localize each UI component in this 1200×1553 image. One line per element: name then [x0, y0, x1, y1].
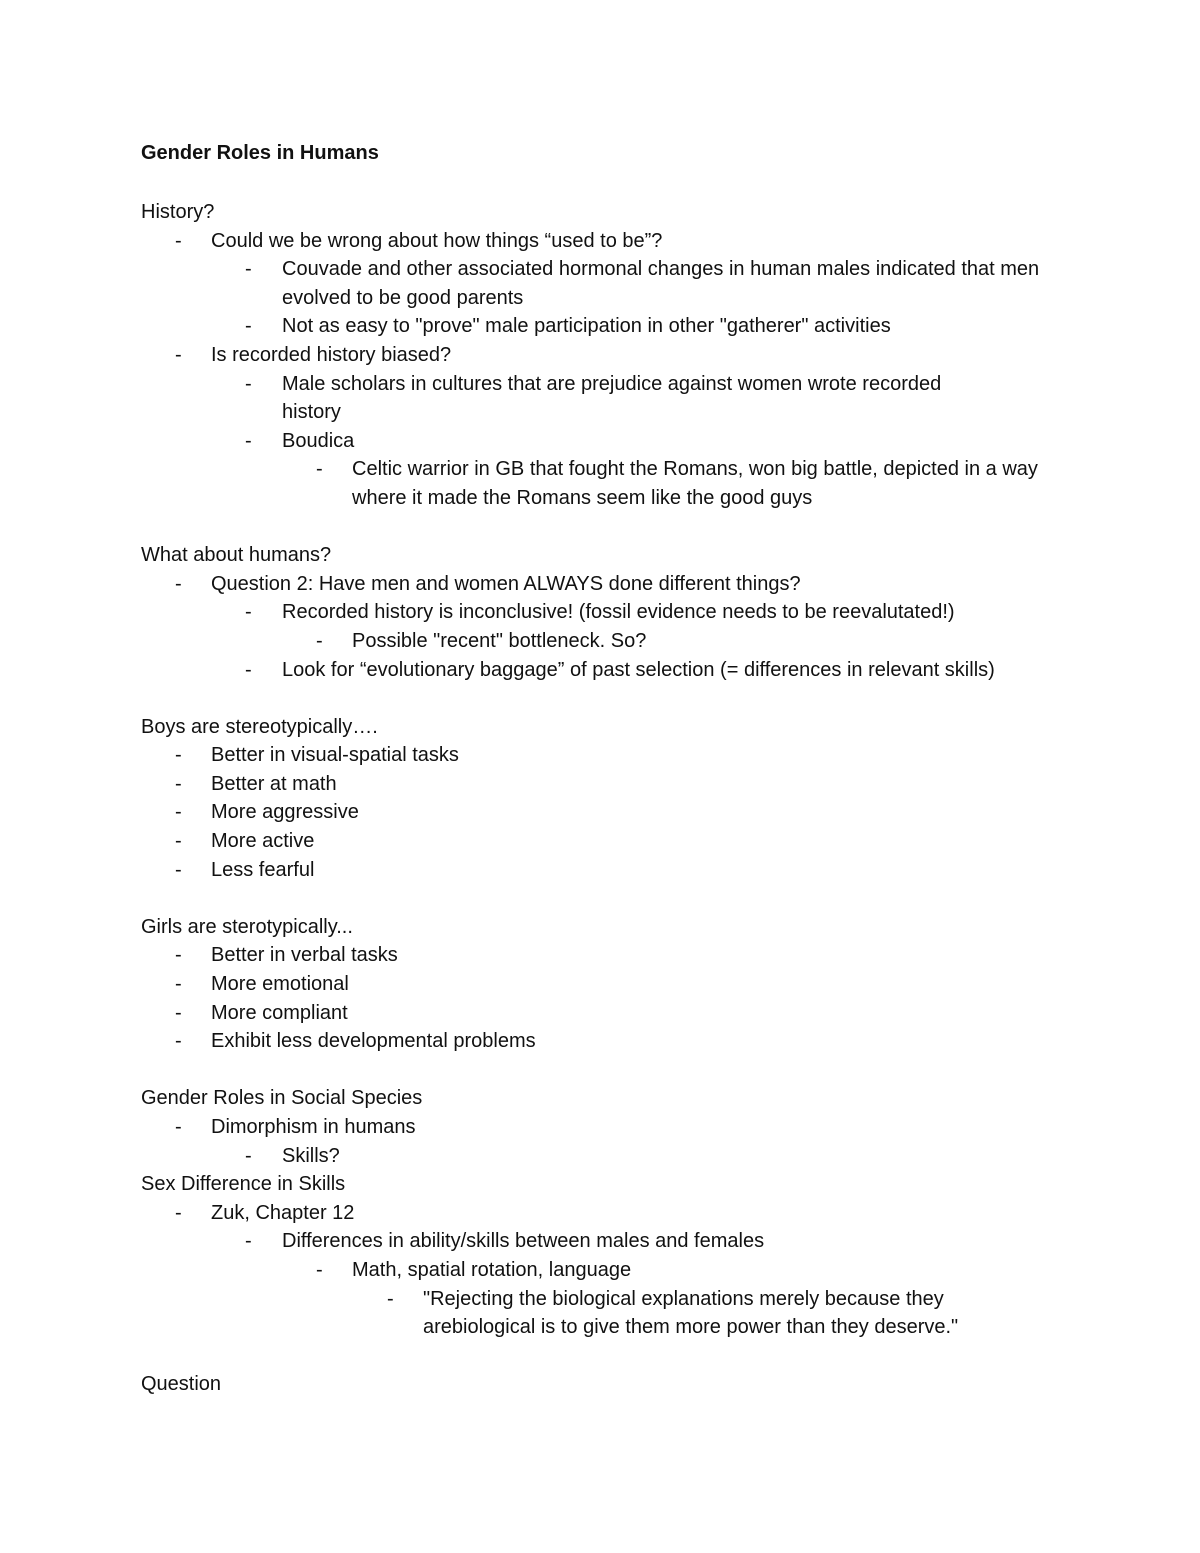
section-heading-social: Gender Roles in Social Species — [141, 1087, 423, 1110]
list-item-text: Skills? — [282, 1144, 340, 1167]
list-item — [141, 1199, 1071, 1228]
document-page — [141, 138, 1071, 1399]
bullet-dash: - — [316, 458, 323, 481]
bullet-dash: - — [175, 1030, 182, 1053]
list-item — [141, 1285, 1071, 1342]
spacer — [141, 513, 1071, 542]
bullet-dash: - — [245, 372, 252, 395]
section-heading-girls: Girls are sterotypically... — [141, 915, 353, 938]
bullet-dash: - — [245, 315, 252, 338]
document-title: Gender Roles in Humans — [141, 142, 379, 164]
spacer — [141, 1342, 1071, 1371]
bullet-dash: - — [175, 858, 182, 881]
list-item-text: Look for “evolutionary baggage” of past selection (= differences in relevant skills) — [282, 658, 995, 681]
list-item — [141, 427, 1071, 456]
bullet-dash: - — [245, 258, 252, 281]
list-item-text: More aggressive — [211, 801, 359, 824]
list-item — [141, 941, 1071, 970]
list-item — [141, 455, 1071, 512]
list-item — [141, 656, 1071, 685]
list-item-text: Recorded history is inconclusive! (fossil evidence needs to be reevalutated!) — [282, 601, 955, 624]
list-item-text: Is recorded history biased? — [211, 343, 452, 366]
spacer — [141, 884, 1071, 913]
bullet-dash: - — [175, 343, 182, 366]
bullet-dash: - — [387, 1287, 394, 1310]
list-item-text: Boudica — [282, 429, 355, 452]
bullet-dash: - — [175, 1116, 182, 1138]
list-item — [141, 627, 1071, 656]
list-item — [141, 970, 1071, 999]
section-heading-boys: Boys are stereotypically…. — [141, 715, 378, 738]
list-item-text: Question 2: Have men and women ALWAYS done different things? — [211, 572, 801, 595]
bullet-dash: - — [175, 801, 182, 824]
list-item-text: Exhibit less developmental problems — [211, 1030, 536, 1053]
list-item-text: Better in visual-spatial tasks — [211, 744, 459, 767]
bullet-dash: - — [175, 830, 182, 853]
list-item — [141, 770, 1071, 799]
bullet-dash: - — [245, 1230, 252, 1253]
list-item — [141, 1227, 1071, 1256]
list-item — [141, 341, 1071, 370]
bullet-dash: - — [175, 944, 182, 967]
list-item — [141, 856, 1071, 885]
bullet-dash: - — [245, 1144, 252, 1167]
bullet-dash: - — [175, 1001, 182, 1024]
list-item — [141, 1256, 1071, 1285]
list-item — [141, 798, 1071, 827]
list-item — [141, 827, 1071, 856]
bullet-dash: - — [175, 772, 182, 795]
list-item — [141, 741, 1071, 770]
list-item — [141, 370, 1071, 427]
bullet-dash: - — [316, 629, 323, 652]
list-item-text: More active — [211, 830, 315, 853]
spacer — [141, 684, 1071, 713]
list-item-text: Math, spatial rotation, language — [352, 1258, 632, 1281]
bullet-dash: - — [245, 429, 252, 452]
list-item — [141, 1113, 1071, 1142]
spacer — [141, 168, 1071, 198]
section-heading-humans: What about humans? — [141, 544, 332, 567]
list-item — [141, 227, 1071, 256]
list-item-text: Differences in ability/skills between males and females — [282, 1230, 765, 1253]
section-heading-question: Question — [141, 1373, 222, 1396]
bullet-dash: - — [175, 229, 182, 252]
list-item — [141, 570, 1071, 599]
bullet-dash: - — [175, 572, 182, 595]
list-item-text: Male scholars in cultures that are prejudice against women wrote recorded history — [282, 372, 942, 424]
bullet-dash: - — [175, 1201, 182, 1224]
section-heading-history: History? — [141, 201, 215, 223]
list-item — [141, 1027, 1071, 1056]
bullet-dash: - — [316, 1258, 323, 1281]
list-item-text: Possible "recent" bottleneck. So? — [352, 629, 647, 652]
spacer — [141, 1056, 1071, 1085]
list-item — [141, 312, 1071, 341]
list-item-text: More compliant — [211, 1001, 348, 1024]
list-item-text: Better in verbal tasks — [211, 944, 398, 967]
bullet-dash: - — [245, 601, 252, 624]
list-item-text: "Rejecting the biological explanations merely because they arebiological is to give them more power than they deserve." — [423, 1287, 959, 1339]
list-item — [141, 255, 1071, 312]
list-item — [141, 1142, 1071, 1171]
list-item-text: Zuk, Chapter 12 — [211, 1201, 355, 1224]
bullet-dash: - — [245, 658, 252, 681]
section-heading-sex-difference: Sex Difference in Skills — [141, 1173, 346, 1196]
list-item-text: More emotional — [211, 973, 349, 996]
list-item-text: Not as easy to "prove" male participation in other "gatherer" activities — [282, 315, 891, 338]
bullet-dash: - — [175, 973, 182, 996]
list-item-text: Dimorphism in humans — [211, 1116, 416, 1138]
list-item-text: Celtic warrior in GB that fought the Romans, won big battle, depicted in a way where it made the Romans seem like the good guys — [352, 458, 1038, 509]
list-item — [141, 598, 1071, 627]
list-item-text: Could we be wrong about how things “used to be”? — [211, 229, 663, 252]
list-item-text: Couvade and other associated hormonal changes in human males indicated that men evolved to be good parents — [282, 258, 1040, 309]
list-item-text: Better at math — [211, 772, 337, 795]
list-item — [141, 999, 1071, 1028]
bullet-dash: - — [175, 744, 182, 767]
list-item-text: Less fearful — [211, 858, 315, 881]
